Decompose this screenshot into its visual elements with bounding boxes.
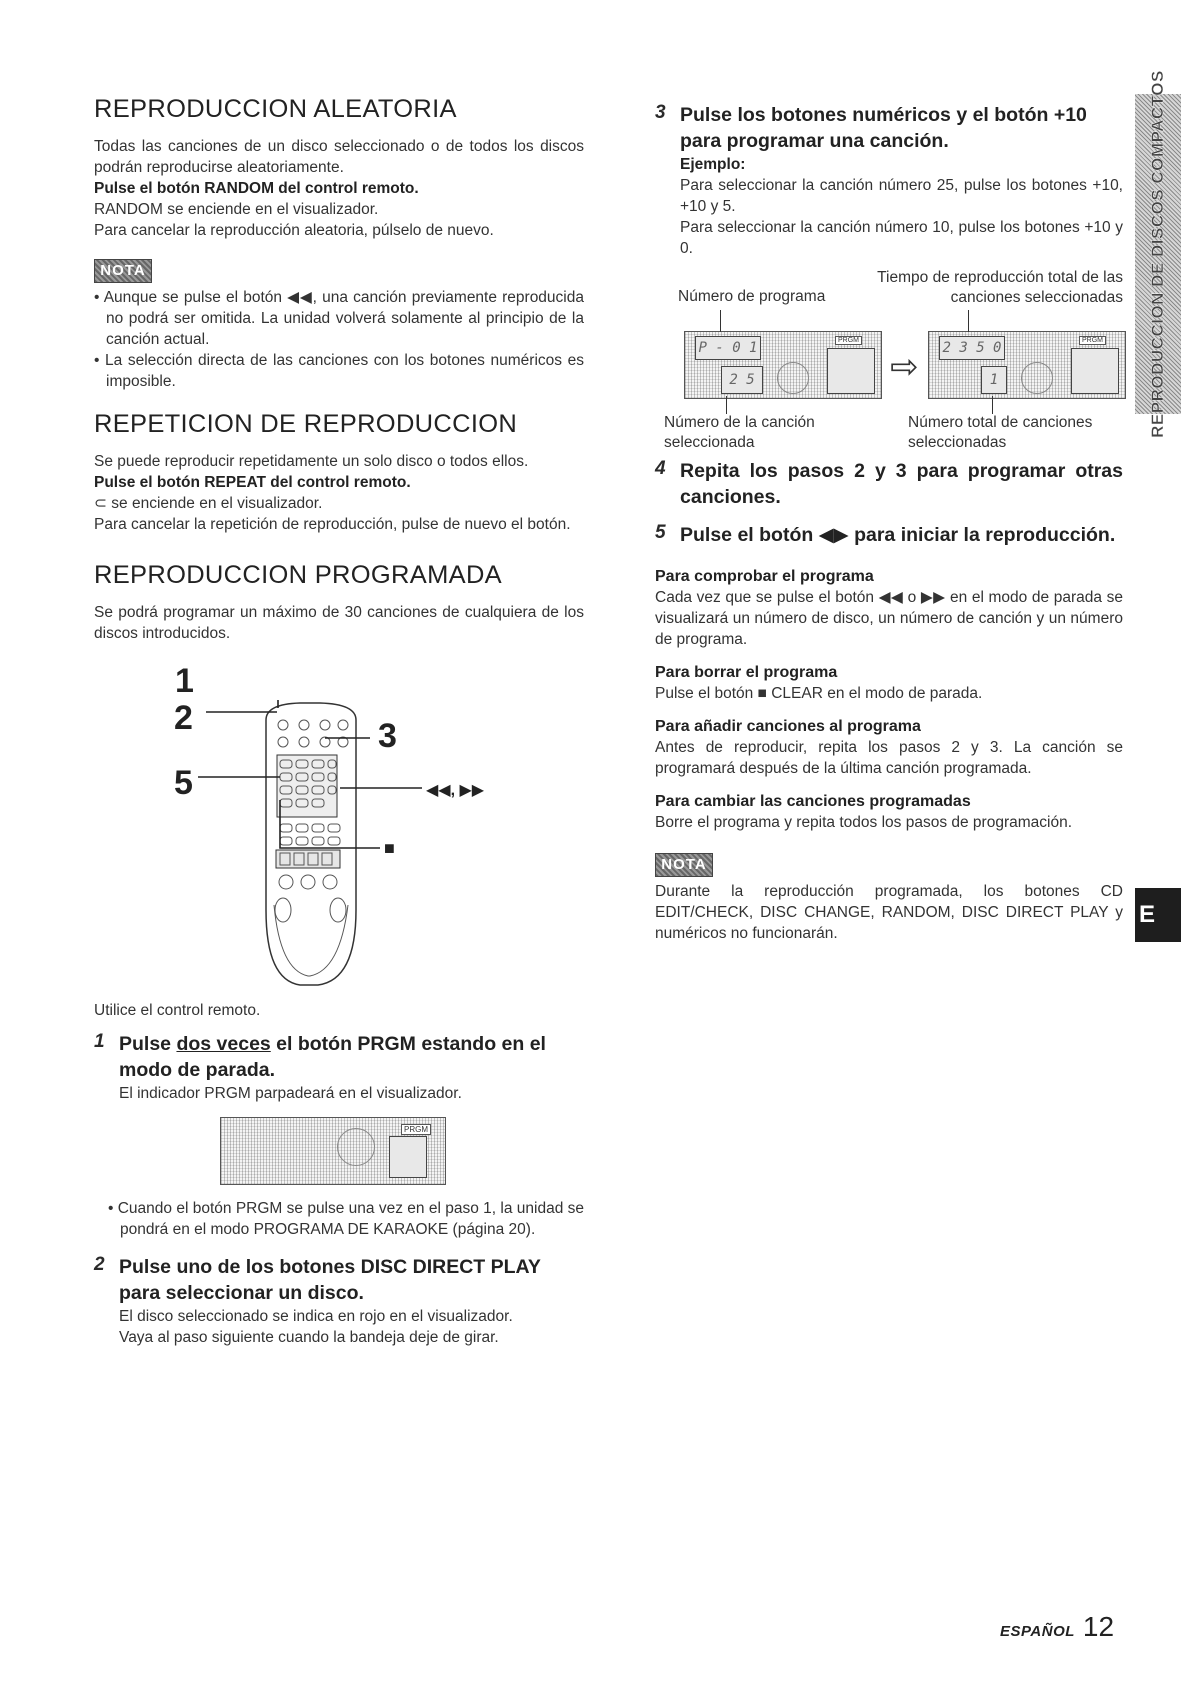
step-1-title-post: el botón PRGM estando en el modo de parada.	[119, 1033, 546, 1081]
language-tab: E	[1135, 888, 1181, 942]
callout-2: 2	[174, 699, 193, 737]
step-4-number: 4	[655, 458, 666, 479]
callout-skip: ◀◀, ▶▶	[426, 782, 485, 799]
change-title: Para cambiar las canciones programadas	[655, 793, 971, 810]
step-3-number: 3	[655, 102, 666, 123]
callout-stop: ■	[384, 838, 395, 858]
nota-text: Durante la reproducción programada, los botones CD EDIT/CHECK, DISC CHANGE, RANDOM, DISC DIRECT PLAY y numéricos no funcionarán.	[655, 883, 1123, 942]
example-2: Para seleccionar la canción número 10, pulse los botones +10 y 0.	[680, 219, 1123, 257]
section-sidebar	[1135, 70, 1181, 438]
footer-language: ESPAÑOL	[1000, 1623, 1075, 1640]
remote-caption: Utilice el control remoto.	[94, 1002, 261, 1019]
random-line1: RANDOM se enciende en el visualizador.	[94, 201, 379, 218]
repeat-title: REPETICION DE REPRODUCCION	[94, 410, 518, 438]
label-program-number: Número de programa	[678, 288, 826, 305]
example-1: Para seleccionar la canción número 25, pulse los botones +10, +10 y 5.	[680, 177, 1123, 215]
step-1-number: 1	[94, 1031, 105, 1052]
step-2-text1: El disco seleccionado se indica en rojo en el visualizador.	[119, 1308, 513, 1325]
step-1-note: • Cuando el botón PRGM se pulse una vez en el paso 1, la unidad se pondrá en el modo PROGRAMA DE KARAOKE (página 20).	[108, 1200, 584, 1238]
add-text: Antes de reproducir, repita los pasos 2 y 3. La canción se programará después de la última canción programada.	[655, 739, 1123, 777]
display-right-prgm: PRGM	[1079, 336, 1106, 345]
display-right-top: 2 3 5 0	[939, 336, 1005, 360]
step-1-title	[119, 1031, 584, 1083]
display-left	[684, 331, 882, 399]
display-left-disc	[777, 362, 809, 394]
clear-title: Para borrar el programa	[655, 664, 838, 681]
callout-5: 5	[174, 764, 193, 802]
callout-1: 1	[175, 662, 194, 700]
prgm-display-figure	[220, 1117, 446, 1185]
example-label: Ejemplo:	[680, 156, 746, 173]
display-disc-graphic	[337, 1128, 375, 1166]
label-total-songs: Número total de canciones seleccionadas	[908, 414, 1093, 451]
clear-program	[655, 662, 1123, 704]
display-left-bottom: 2 5	[721, 366, 763, 394]
step-2-title: Pulse uno de los botones DISC DIRECT PLAY para seleccionar un disco.	[119, 1256, 541, 1304]
change-program	[655, 791, 1123, 833]
label-selected-song: Número de la canción seleccionada	[664, 414, 815, 451]
step-5-title: Pulse el botón ◀▶ para iniciar la reproducción.	[680, 524, 1116, 546]
program-steps-cont	[94, 1198, 584, 1348]
step-2-number: 2	[94, 1254, 105, 1275]
add-title: Para añadir canciones al programa	[655, 718, 921, 735]
remote-control-illustration	[180, 700, 480, 995]
right-nota-label: NOTA	[655, 853, 713, 877]
sidebar-label: REPRODUCCION DE DISCOS COMPACTOS	[1148, 70, 1167, 438]
page-footer	[1000, 1611, 1114, 1643]
display-left-top: P - 0 1	[695, 336, 761, 360]
leader-total-time	[968, 310, 969, 332]
step-3-title: Pulse los botones numéricos y el botón +10 para programar una canción.	[680, 104, 1087, 152]
display-right	[928, 331, 1126, 399]
step-2-text2: Vaya al paso siguiente cuando la bandeja deje de girar.	[119, 1329, 499, 1346]
random-intro: Todas las canciones de un disco seleccionado o de todos los discos podrán reproducirse aleatoriamente.	[94, 138, 584, 176]
program-steps	[94, 1000, 584, 1104]
step-4-title: Repita los pasos 2 y 3 para programar otras canciones.	[680, 460, 1123, 508]
display-right-disc	[1021, 362, 1053, 394]
step-1-title-pre: Pulse	[119, 1033, 177, 1055]
prgm-indicator: PRGM	[401, 1124, 431, 1135]
repeat-intro: Se puede reproducir repetidamente un solo disco o todos ellos.	[94, 453, 529, 470]
step-4	[655, 458, 1123, 510]
random-note1: • Aunque se pulse el botón ◀◀, una canción previamente reproducida no podrá ser omitida. La unidad volverá solamente al principio de la canción actual.	[94, 289, 584, 348]
repeat-line1: ⊂ se enciende en el visualizador.	[94, 495, 323, 512]
check-text: Cada vez que se pulse el botón ◀◀ o ▶▶ en el modo de parada se visualizará un número de disco, un número de canción y un número de programa.	[655, 589, 1123, 648]
arrow-right-icon: ⇨	[890, 348, 919, 386]
repeat-instruction: Pulse el botón REPEAT del control remoto.	[94, 474, 411, 491]
random-line2: Para cancelar la reproducción aleatoria, púlselo de nuevo.	[94, 222, 494, 239]
check-program	[655, 566, 1123, 650]
step-2	[94, 1254, 584, 1348]
step-1-title-underline: dos veces	[176, 1033, 271, 1055]
repeat-line2: Para cancelar la repetición de reproducción, pulse de nuevo el botón.	[94, 516, 571, 533]
leader-program-number	[720, 310, 721, 332]
right-column-lower	[655, 458, 1123, 944]
nota-badge	[94, 259, 584, 283]
page-number: 12	[1082, 1611, 1115, 1642]
left-column	[94, 95, 584, 644]
step-3	[655, 102, 1123, 259]
right-column	[655, 102, 1123, 259]
random-instruction: Pulse el botón RANDOM del control remoto.	[94, 180, 419, 197]
check-title: Para comprobar el programa	[655, 568, 874, 585]
display-left-grid	[827, 348, 875, 394]
change-text: Borre el programa y repita todos los pasos de programación.	[655, 814, 1072, 831]
step-1-text: El indicador PRGM parpadeará en el visualizador.	[119, 1085, 462, 1102]
clear-text: Pulse el botón ■ CLEAR en el modo de parada.	[655, 685, 983, 702]
program-title: REPRODUCCION PROGRAMADA	[94, 561, 502, 589]
display-right-bottom: 1	[981, 366, 1007, 394]
leader-selected-song	[726, 396, 727, 414]
label-total-time: Tiempo de reproducción total de las canciones seleccionadas	[877, 269, 1123, 306]
display-right-grid	[1071, 348, 1119, 394]
add-program	[655, 716, 1123, 779]
random-note2: • La selección directa de las canciones con los botones numéricos es imposible.	[94, 352, 584, 390]
program-intro: Se podrá programar un máximo de 30 canciones de cualquiera de los discos introducidos.	[94, 604, 584, 642]
right-nota-badge	[655, 853, 1123, 877]
step-5-number: 5	[655, 522, 666, 543]
step-5	[655, 522, 1123, 548]
display-left-prgm: PRGM	[835, 336, 862, 345]
leader-total-songs	[992, 396, 993, 414]
display-segment	[389, 1136, 427, 1178]
random-title: REPRODUCCION ALEATORIA	[94, 95, 457, 123]
remote-figure	[174, 662, 485, 995]
step-1	[94, 1031, 584, 1104]
nota-label: NOTA	[94, 259, 152, 283]
callout-3: 3	[378, 717, 397, 755]
